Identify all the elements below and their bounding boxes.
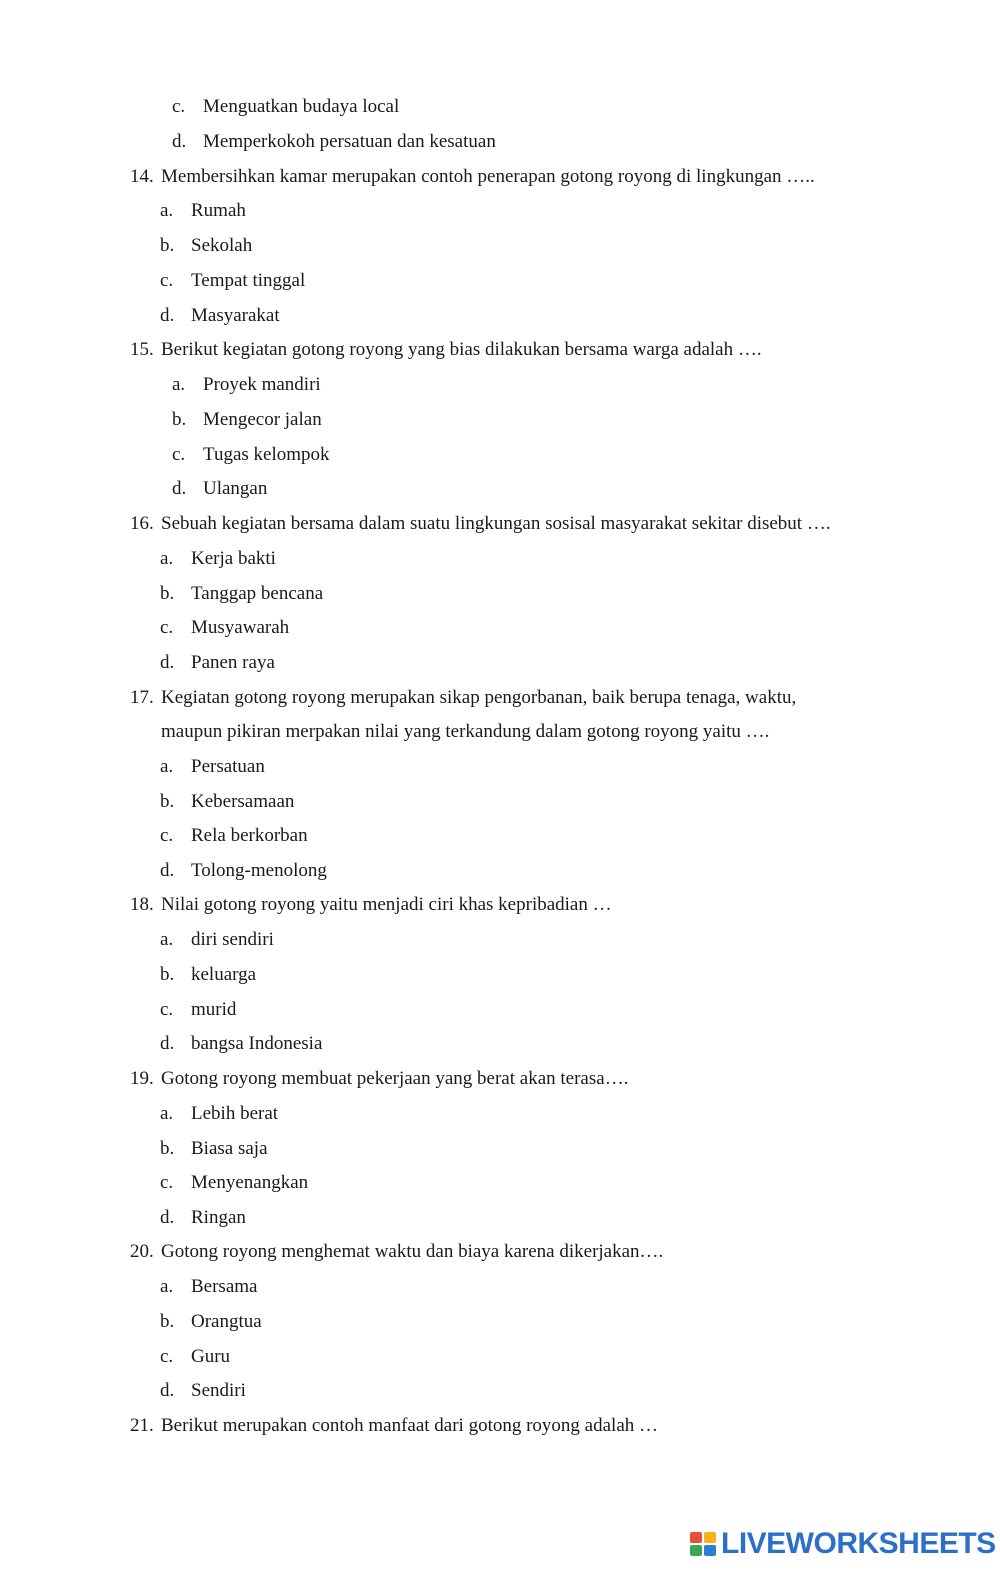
option-letter: b. bbox=[160, 964, 175, 985]
option-text: Panen raya bbox=[191, 652, 275, 673]
option-text: Kebersamaan bbox=[191, 791, 295, 812]
question-number: 17. bbox=[130, 687, 154, 708]
option-text: Musyawarah bbox=[191, 617, 290, 638]
option-text: Guru bbox=[191, 1346, 231, 1367]
option-text: Tolong-menolong bbox=[191, 860, 327, 881]
option-text: keluarga bbox=[191, 964, 257, 985]
option-text: Proyek mandiri bbox=[203, 374, 321, 395]
question-number: 19. bbox=[130, 1068, 154, 1089]
question-text: Nilai gotong royong yaitu menjadi ciri khas kepribadian … bbox=[161, 894, 612, 915]
option-letter: c. bbox=[160, 617, 174, 638]
option-letter: d. bbox=[172, 478, 187, 499]
question-number: 14. bbox=[130, 166, 154, 187]
option-letter: c. bbox=[172, 444, 186, 465]
option-letter: a. bbox=[160, 756, 174, 777]
question-number: 18. bbox=[130, 894, 154, 915]
question-text: maupun pikiran merpakan nilai yang terkandung dalam gotong royong yaitu …. bbox=[161, 721, 770, 742]
option-text: Persatuan bbox=[191, 756, 265, 777]
option-letter: a. bbox=[160, 1276, 174, 1297]
option-text: Ulangan bbox=[203, 478, 268, 499]
option-letter: c. bbox=[160, 1172, 174, 1193]
option-text: Tempat tinggal bbox=[191, 270, 306, 291]
question-text: Berikut kegiatan gotong royong yang bias dilakukan bersama warga adalah …. bbox=[161, 339, 762, 360]
option-letter: b. bbox=[160, 583, 175, 604]
option-letter: b. bbox=[160, 1311, 175, 1332]
liveworksheets-logo bbox=[690, 1526, 996, 1562]
question-text: Membersihkan kamar merupakan contoh penerapan gotong royong di lingkungan ….. bbox=[161, 166, 815, 187]
question-text: Gotong royong menghemat waktu dan biaya karena dikerjakan…. bbox=[161, 1241, 664, 1262]
option-text: Tugas kelompok bbox=[203, 444, 330, 465]
option-letter: c. bbox=[160, 1346, 174, 1367]
logo-text: LIVEWORKSHEETS bbox=[721, 1527, 996, 1560]
option-text: Lebih berat bbox=[191, 1103, 279, 1124]
option-letter: d. bbox=[160, 652, 175, 673]
option-text: Mengecor jalan bbox=[203, 409, 322, 430]
option-letter: a. bbox=[160, 929, 174, 950]
option-letter: b. bbox=[172, 409, 187, 430]
question-text: Gotong royong membuat pekerjaan yang berat akan terasa…. bbox=[161, 1068, 629, 1089]
option-text: Tanggap bencana bbox=[191, 583, 324, 604]
option-text: Orangtua bbox=[191, 1311, 262, 1332]
option-letter: c. bbox=[160, 999, 174, 1020]
logo-grid-icon bbox=[690, 1532, 716, 1556]
option-text: Rela berkorban bbox=[191, 825, 308, 846]
option-letter: d. bbox=[172, 131, 187, 152]
question-text: Berikut merupakan contoh manfaat dari gotong royong adalah … bbox=[161, 1415, 659, 1436]
option-letter: d. bbox=[160, 305, 175, 326]
option-letter: b. bbox=[160, 235, 175, 256]
option-letter: d. bbox=[160, 1033, 175, 1054]
option-text: Masyarakat bbox=[191, 305, 280, 326]
option-letter: a. bbox=[160, 200, 174, 221]
question-number: 21. bbox=[130, 1415, 154, 1436]
option-letter: a. bbox=[160, 548, 174, 569]
option-text: Bersama bbox=[191, 1276, 258, 1297]
option-text: Memperkokoh persatuan dan kesatuan bbox=[203, 131, 496, 152]
option-text: Menguatkan budaya local bbox=[203, 96, 400, 117]
option-text: Rumah bbox=[191, 200, 246, 221]
question-number: 16. bbox=[130, 513, 154, 534]
option-text: Kerja bakti bbox=[191, 548, 276, 569]
question-number: 20. bbox=[130, 1241, 154, 1262]
option-letter: a. bbox=[172, 374, 186, 395]
option-letter: b. bbox=[160, 1138, 175, 1159]
option-letter: a. bbox=[160, 1103, 174, 1124]
option-text: Menyenangkan bbox=[191, 1172, 309, 1193]
question-number: 15. bbox=[130, 339, 154, 360]
option-text: murid bbox=[191, 999, 237, 1020]
option-letter: c. bbox=[160, 270, 174, 291]
option-letter: d. bbox=[160, 1380, 175, 1401]
option-text: Biasa saja bbox=[191, 1138, 268, 1159]
question-text: Kegiatan gotong royong merupakan sikap pengorbanan, baik berupa tenaga, waktu, bbox=[161, 687, 797, 708]
option-text: diri sendiri bbox=[191, 929, 274, 950]
option-letter: d. bbox=[160, 1207, 175, 1228]
option-text: Ringan bbox=[191, 1207, 246, 1228]
option-text: bangsa Indonesia bbox=[191, 1033, 323, 1054]
option-letter: b. bbox=[160, 791, 175, 812]
option-letter: d. bbox=[160, 860, 175, 881]
question-text: Sebuah kegiatan bersama dalam suatu lingkungan sosisal masyarakat sekitar disebut …. bbox=[161, 513, 831, 534]
option-letter: c. bbox=[160, 825, 174, 846]
option-letter: c. bbox=[172, 96, 186, 117]
option-text: Sekolah bbox=[191, 235, 253, 256]
option-text: Sendiri bbox=[191, 1380, 246, 1401]
